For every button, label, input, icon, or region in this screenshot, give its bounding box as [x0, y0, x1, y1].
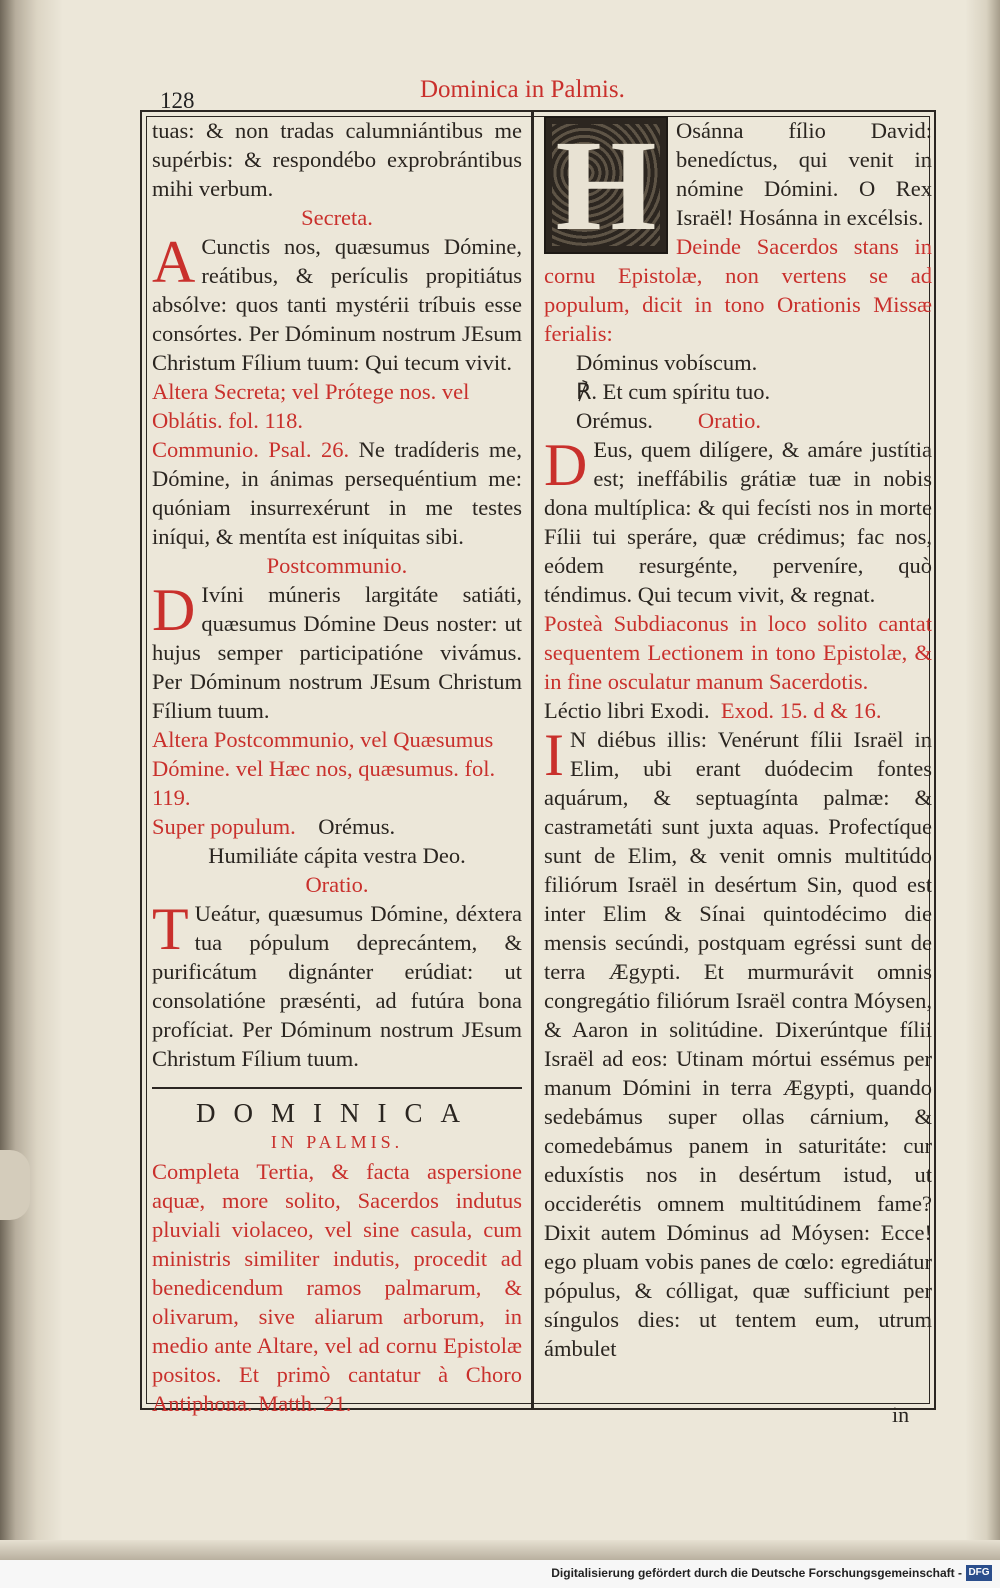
lectio-heading: [544, 696, 932, 725]
footer-credit: Digitalisierung gefördert durch die Deutsche Forschungsgemeinschaft -: [551, 1566, 962, 1580]
oremus-line: [544, 406, 932, 435]
drop-initial: D: [152, 577, 196, 643]
book-gutter: [0, 0, 62, 1560]
oratio-text: Eus, quem dilígere, & amáre justítia est; ineffábilis grátiæ tuæ in nobis dona multíplica: & qui fecísti nos in morte Fílii tui speráre, quæ crédimus; fac nos, eódem resurgénte, perveníre, quò téndimus. Qui tecum vivit, & regnat.: [544, 437, 932, 607]
altera-secreta: Altera Secreta; vel Prótege nos. vel Oblátis. fol. 118.: [152, 379, 470, 433]
oratio-paragraph: [152, 896, 522, 1073]
super-populum-label: Super populum.: [152, 814, 296, 839]
column-divider: [531, 110, 534, 1410]
postcommunio-text: Ivíni múneris largitáte satiáti, quæsumus Dómine Deus noster: ut hujus semper participatióne vivámus. Per Dóminum nostrum JEsum Christum Fílium tuum.: [152, 582, 522, 723]
lectio-label: Léctio libri Exodi.: [544, 698, 710, 723]
footer-bar: [0, 1560, 1000, 1588]
communio-text: Ne tradíderis me, Dómine, in ánimas persequéntium me: quóniam insurrexérunt in me testes iníqui, & mentíta est iníquitas sibi.: [152, 437, 522, 549]
section-subtitle: IN PALMIS.: [270, 1132, 404, 1152]
altera-postcommunio: Altera Postcommunio, vel Quæsumus Dómine. vel Hæc nos, quæsumus. fol. 119.: [152, 727, 496, 810]
hosanna-paragraph: [544, 114, 932, 258]
drop-initial: D: [544, 432, 588, 498]
rubric-text: Completa Tertia, & facta aspersione aquæ, more solito, Sacerdos indutus pluviali violaceo, vel sine casula, cum ministris similiter indutis, procedit ad benedicendum ramos palmarum, & olivarum, sive aliarum arborum, in medio ante Altare, vel ad cornu Epistolæ positos. Et primò cantatur à Choro Antiphona. Matth. 21.: [152, 1159, 522, 1416]
communio-paragraph: [152, 435, 522, 551]
section-rule: [152, 1087, 522, 1089]
page-edge: [966, 0, 1000, 1560]
ornamental-initial: [544, 114, 668, 258]
drop-initial: I: [544, 722, 564, 788]
postcommunio-paragraph: [152, 577, 522, 725]
response-line: ℟. Et cum spíritu tuo.: [576, 379, 771, 404]
lectio-paragraph: [544, 722, 932, 1363]
dfg-logo: DFG: [966, 1565, 992, 1581]
lectio-reference: Exod. 15. d & 16.: [720, 698, 882, 723]
page-tab: [0, 1150, 30, 1220]
oratio-heading: Oratio.: [305, 872, 369, 897]
communio-label: Communio. Psal. 26.: [152, 437, 350, 462]
ornamental-letter: H: [555, 114, 657, 258]
postcommunio-heading: Postcommunio.: [266, 553, 408, 578]
oratio-text: Ueátur, quæsumus Dómine, déxtera tua pópulum deprecántem, & purificátum dignánter erúdiat: ut consolatióne præsénti, ad futúra bona profíciat. Per Dóminum nostrum JEsum Christum Fílium tuum.: [152, 901, 522, 1071]
left-column: [152, 116, 522, 1418]
oremus-text: Orémus.: [576, 408, 653, 433]
drop-initial: T: [152, 896, 189, 962]
oratio-paragraph: [544, 432, 932, 609]
secreta-heading: Secreta.: [301, 205, 373, 230]
opening-text: tuas: & non tradas calumniántibus me supérbis: & respondébo exprobrántibus mihi verbum.: [152, 118, 522, 201]
lectio-text: N diébus illis: Venérunt fílii Israël in Elim, ubi erant duódecim fontes aquárum, & septuagínta palmæ: & castrametáti sunt juxta aquas. Profectíque sunt de Elim, & venit omnis multitúdo filiórum Israël in desértum Sin, quod est inter Elim & Sínai quintodécimo die mensis secúndi, postquam egréssi sunt de terra Ægypti. Et murmurávit omnis congregátio filiórum Israël contra Móysen, & Aaron in solitúdine. Dixerúntque fílii Israël ad eos: Utinam mórtui essémus per manum Dómini in terra Ægypti, quando sedebámus super ollas cárnium, & comedebámus panem in saturitáte: cur eduxístis nos in desértum istud, ut occiderétis omnem multitúdinem fame? Dixit autem Dóminus ad Móysen: Ecce! ego pluam vobis panes de cœlo: egrediátur pópulus, & cólligat, quæ sufficiunt per síngulos dies: ut tentem eum, utrum ámbulet: [544, 727, 932, 1361]
humiliate-text: Humiliáte cápita vestra Deo.: [208, 843, 466, 868]
secreta-text: Cunctis nos, quæsumus Dómine, reátibus, & perículis propitiátus absólve: quos tanti mystérii tríbuis esse consórtes. Per Dóminum nostrum JEsum Christum Fílium tuum: Qui tecum vivit.: [152, 234, 522, 375]
hosanna-text: Osánna fílio David: benedíctus, qui venit in nómine Dómini. O Rex Israël! Hosánna in excélsis.: [676, 118, 932, 230]
drop-initial: A: [152, 229, 196, 295]
oratio-heading: Oratio.: [697, 408, 761, 433]
rubric-deinde: Deinde Sacerdos stans in cornu Epistolæ, non vertens se ad populum, dicit in tono Orationis Missæ ferialis:: [544, 234, 932, 346]
rubric-postea: Posteà Subdiaconus in loco solito cantat sequentem Lectionem in tono Epistolæ, & in fine osculatur manum Sacerdotis.: [544, 611, 932, 694]
page-bottom-edge: [0, 1540, 1000, 1560]
dominus-vobiscum: Dóminus vobíscum.: [576, 350, 758, 375]
oremus-text: Orémus.: [318, 814, 396, 839]
super-populum-line: [152, 812, 522, 841]
catchword: in: [892, 1402, 910, 1427]
secreta-paragraph: [152, 229, 522, 377]
running-title: Dominica in Palmis.: [420, 76, 625, 103]
section-title: DOMINICA: [196, 1098, 478, 1128]
page-number: 128: [160, 88, 195, 113]
right-column: [544, 116, 932, 1363]
